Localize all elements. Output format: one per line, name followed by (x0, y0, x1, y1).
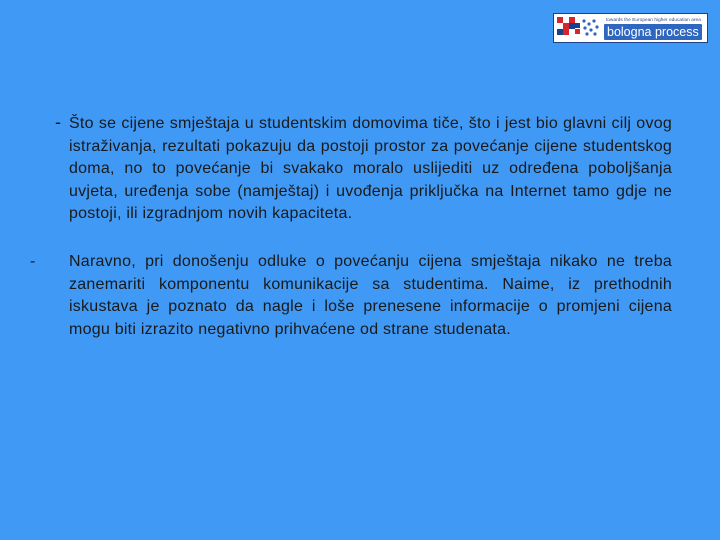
paragraph-text: Naravno, pri donošenju odluke o povećanju cijena smještaja nikako ne treba zanemariti komponentu komunikacije sa studentima. Naime, iz prethodnih iskustava je poznato da nagle i loše prenesene informacije o promjeni cijena mogu biti izrazito negativno prihvaćene od strane studenata. (69, 252, 672, 338)
bullet-list (30, 113, 672, 341)
bullet-dash: - (30, 252, 36, 270)
paragraph-text: Što se cijene smještaja u studentskim domovima tiče, što i jest bio glavni cilj ovog istraživanja, rezultati pokazuju da postoji prostor za povećanje cijene studentskog doma, no to povećanje bi svakako moralo uslijediti uz određena poboljšanja uvjeta, uređenja sobe (namještaj) i uvođenja priključka na Internet tamo gdje ne postoji, ili izgradnjom novih kapaciteta. (69, 115, 672, 223)
logo-tagline: towards the European higher education area (606, 17, 701, 22)
bullet-dash: - (55, 112, 62, 132)
bologna-process-logo (553, 13, 708, 43)
list-item (30, 113, 672, 226)
list-item (30, 251, 672, 341)
logo-name: bologna process (604, 24, 702, 40)
checkerboard-stars-icon (557, 17, 601, 39)
